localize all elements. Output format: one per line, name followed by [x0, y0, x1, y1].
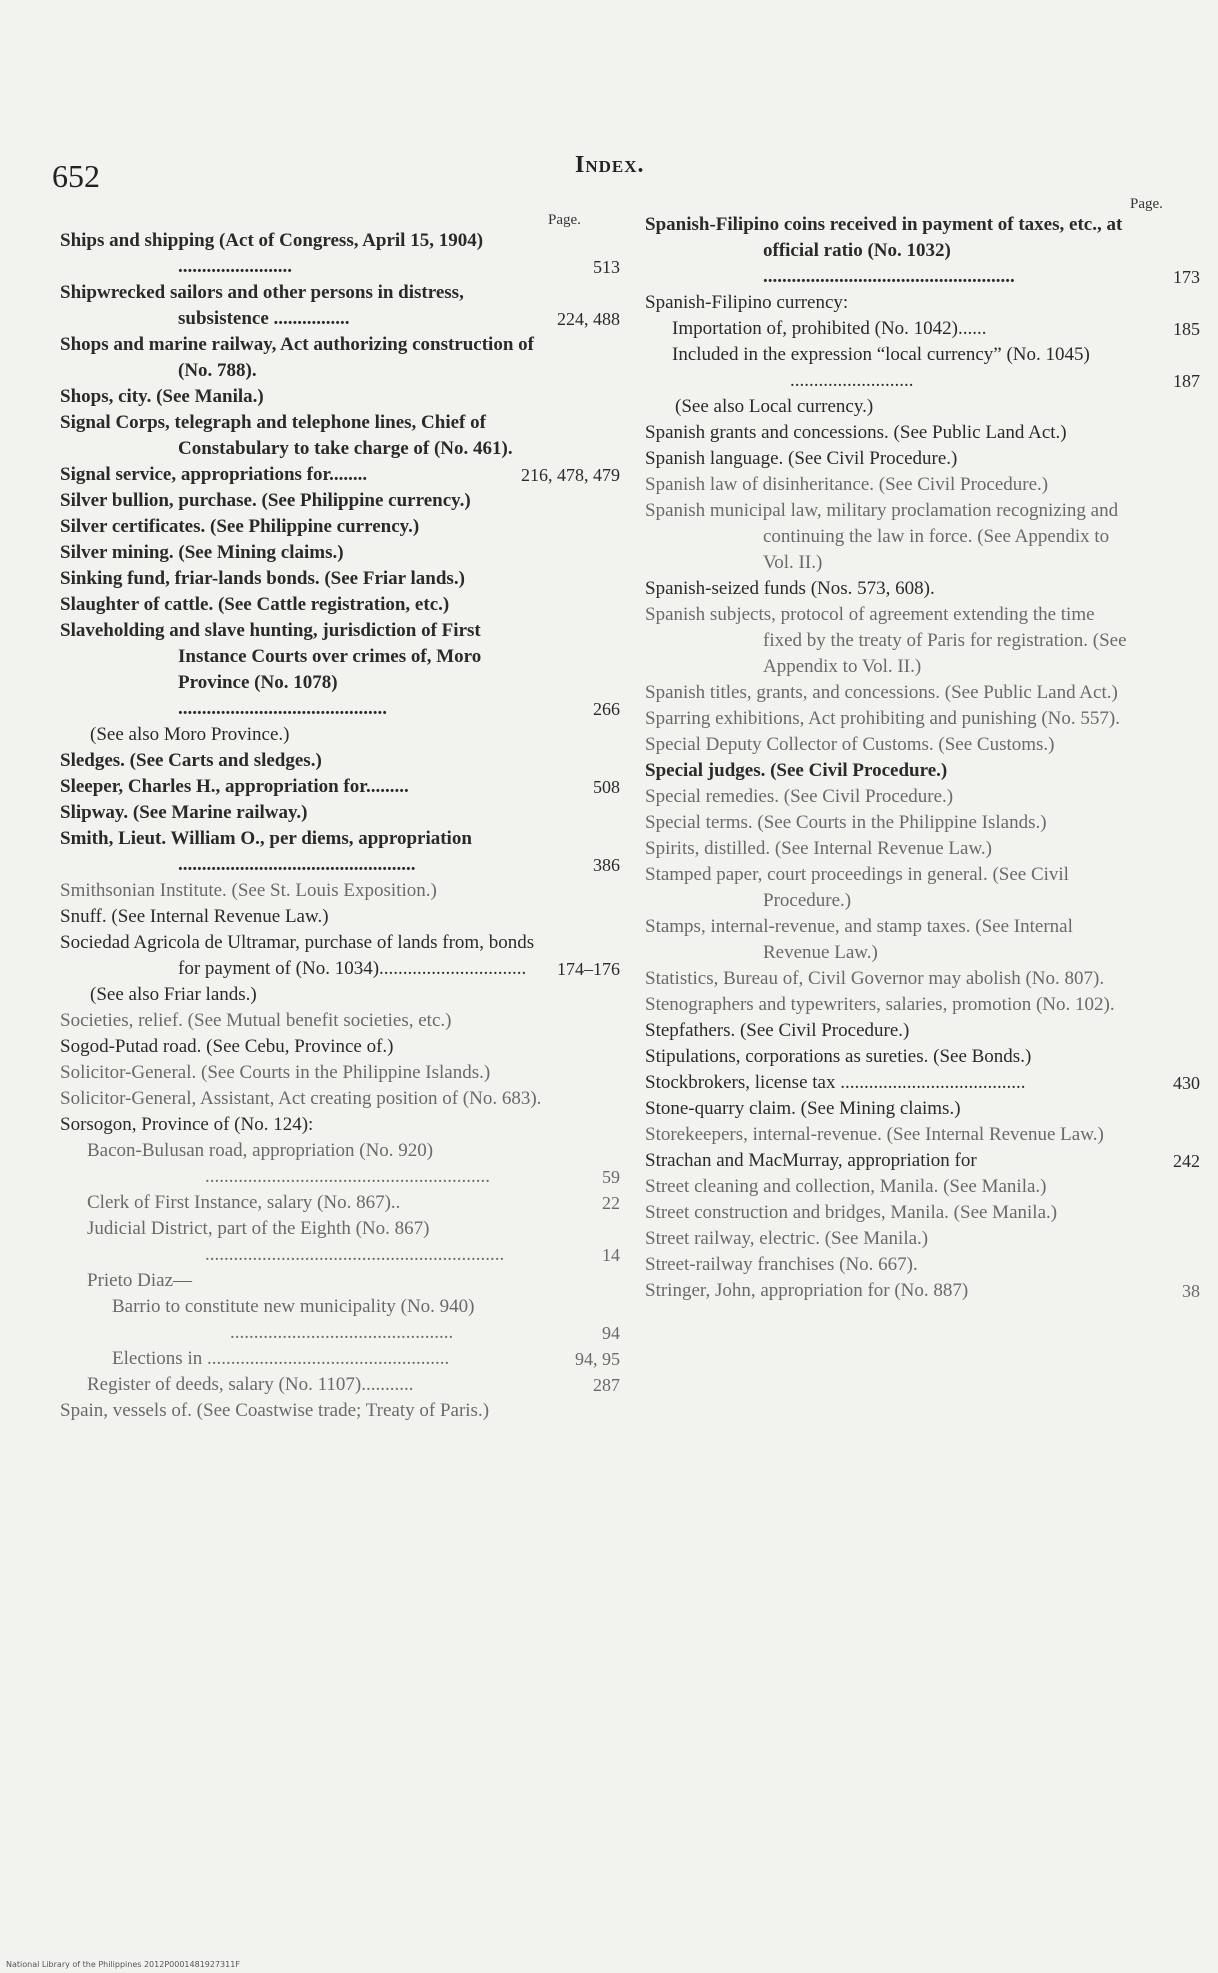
index-entry-text: Ships and shipping (Act of Congress, April 15, 1904) ........................: [60, 230, 484, 277]
index-entry-text: Special remedies. (See Civil Procedure.): [645, 786, 954, 807]
index-entry-text: Importation of, prohibited (No. 1042)......: [672, 318, 987, 339]
index-entry-text: Spanish-Filipino coins received in payment of taxes, etc., at official ratio (No. 1032) .....................................................: [645, 214, 1123, 287]
index-entry-text: Sparring exhibitions, Act prohibiting and punishing (No. 557).: [645, 708, 1120, 729]
index-entry: [645, 212, 1200, 290]
index-entry-text: Spanish titles, grants, and concessions. (See Public Land Act.): [645, 682, 1118, 703]
index-entry-text: Street cleaning and collection, Manila. (See Manila.): [645, 1176, 1047, 1197]
index-entry-text: Elections in ...................................................: [112, 1348, 450, 1369]
index-entry-text: (See also Local currency.): [675, 396, 874, 417]
index-entry: [645, 862, 1200, 914]
index-entry-text: Shops, city. (See Manila.): [60, 386, 264, 407]
left-index-column: [60, 228, 620, 1424]
index-entry-text: Societies, relief. (See Mutual benefit societies, etc.): [60, 1010, 452, 1031]
index-entry: [645, 680, 1200, 706]
index-entry: [645, 966, 1200, 992]
index-entry: [645, 498, 1200, 576]
index-entry-text: Sociedad Agricola de Ultramar, purchase of lands from, bonds for payment of (No. 1034)...............................: [60, 932, 535, 979]
index-entry-page: 185: [1173, 319, 1200, 339]
index-entry: [645, 446, 1200, 472]
index-entry-text: Statistics, Bureau of, Civil Governor may abolish (No. 807).: [645, 968, 1105, 989]
index-entry: [645, 316, 1200, 342]
index-entry: [60, 1372, 620, 1398]
index-entry-page: 174–176: [557, 959, 620, 979]
index-entry: [60, 488, 620, 514]
index-entry-page: 224, 488: [557, 309, 620, 329]
index-entry: [645, 992, 1200, 1018]
index-entry-text: Smith, Lieut. William O., per diems, appropriation ..................................................: [60, 828, 472, 875]
index-entry: [60, 384, 620, 410]
index-entry: [645, 290, 1200, 316]
index-entry-text: Signal service, appropriations for........: [60, 464, 368, 485]
index-entry-page: 266: [593, 699, 620, 719]
index-entry-text: Silver mining. (See Mining claims.): [60, 542, 344, 563]
index-entry-text: Special Deputy Collector of Customs. (See Customs.): [645, 734, 1055, 755]
index-entry: [645, 784, 1200, 810]
index-entry-text: Spain, vessels of. (See Coastwise trade; Treaty of Paris.): [60, 1400, 490, 1421]
index-entry-text: Silver bullion, purchase. (See Philippine currency.): [60, 490, 471, 511]
index-entry-text: Silver certificates. (See Philippine currency.): [60, 516, 420, 537]
index-entry: [645, 1122, 1200, 1148]
index-entry: [60, 1190, 620, 1216]
index-entry: [60, 800, 620, 826]
index-entry-text: Strachan and MacMurray, appropriation for: [645, 1150, 977, 1171]
index-entry-text: Included in the expression “local currency” (No. 1045) ..........................: [672, 344, 1090, 391]
index-entry-text: Spanish law of disinheritance. (See Civil Procedure.): [645, 474, 1049, 495]
index-entry: [645, 1226, 1200, 1252]
right-page-column-label: Page.: [1130, 196, 1163, 212]
index-entry-page: 508: [593, 777, 620, 797]
index-entry: [645, 420, 1200, 446]
index-entry: [645, 732, 1200, 758]
page-title: Index.: [575, 152, 645, 178]
index-entry-text: Stipulations, corporations as sureties. (See Bonds.): [645, 1046, 1032, 1067]
index-entry-text: Signal Corps, telegraph and telephone lines, Chief of Constabulary to take charge of (No. 461).: [60, 412, 513, 459]
index-entry: [60, 592, 620, 618]
index-entry-text: Judicial District, part of the Eighth (No. 867) ...............................................................: [87, 1218, 505, 1265]
index-entry: [60, 280, 620, 332]
index-entry: [60, 774, 620, 800]
index-entry-page: 287: [593, 1375, 620, 1395]
index-entry-text: Stamps, internal-revenue, and stamp taxes. (See Internal Revenue Law.): [645, 916, 1073, 963]
index-entry: [60, 1034, 620, 1060]
index-entry: [60, 748, 620, 774]
index-entry-page: 216, 478, 479: [521, 465, 620, 485]
index-entry-page: 187: [1173, 371, 1200, 391]
index-entry-text: Stockbrokers, license tax .......................................: [645, 1072, 1026, 1093]
index-entry: [60, 1008, 620, 1034]
index-entry-text: Stenographers and typewriters, salaries, promotion (No. 102).: [645, 994, 1115, 1015]
footer-text: National Library of the Philippines 2012P0001481927311F: [6, 1960, 240, 1969]
index-entry-text: Spirits, distilled. (See Internal Revenue Law.): [645, 838, 993, 859]
index-entry-page: 242: [1173, 1151, 1200, 1171]
index-entry-text: Smithsonian Institute. (See St. Louis Exposition.): [60, 880, 437, 901]
index-entry: [645, 342, 1200, 394]
index-entry: [60, 930, 620, 982]
index-entry: [60, 1112, 620, 1138]
index-entry: [60, 462, 620, 488]
index-entry: [60, 878, 620, 904]
index-entry-text: Special terms. (See Courts in the Philippine Islands.): [645, 812, 1047, 833]
index-entry: [60, 1294, 620, 1346]
index-entry-text: Sledges. (See Carts and sledges.): [60, 750, 322, 771]
index-entry: [60, 1086, 620, 1112]
index-entry-text: Sorsogon, Province of (No. 124):: [60, 1114, 314, 1135]
index-entry: [60, 1346, 620, 1372]
index-entry-text: Barrio to constitute new municipality (No. 940) ...............................................: [112, 1296, 475, 1343]
index-entry: [60, 1060, 620, 1086]
index-entry: [645, 1148, 1200, 1174]
index-entry-text: Stepfathers. (See Civil Procedure.): [645, 1020, 910, 1041]
index-entry: [645, 1278, 1200, 1304]
index-entry-text: Register of deeds, salary (No. 1107)...........: [87, 1374, 414, 1395]
index-entry-text: Solicitor-General. (See Courts in the Philippine Islands.): [60, 1062, 491, 1083]
index-entry: [60, 982, 620, 1008]
index-entry-text: Stamped paper, court proceedings in general. (See Civil Procedure.): [645, 864, 1069, 911]
index-entry-page: 94, 95: [575, 1349, 620, 1369]
index-entry: [645, 810, 1200, 836]
index-entry: [60, 1398, 620, 1424]
index-entry-text: Spanish municipal law, military proclamation recognizing and continuing the law in force. (See Appendix to Vol. II.): [645, 500, 1119, 573]
index-entry: [645, 836, 1200, 862]
index-entry-page: 513: [593, 257, 620, 277]
index-entry-text: Slaveholding and slave hunting, jurisdiction of First Instance Courts over crimes of, Moro Province (No. 1078) ............................................: [60, 620, 482, 719]
page-number: 652: [52, 158, 100, 194]
index-entry-text: Stringer, John, appropriation for (No. 887): [645, 1280, 969, 1301]
index-entry: [645, 1018, 1200, 1044]
index-entry: [60, 228, 620, 280]
index-entry-page: 59: [602, 1167, 620, 1187]
index-entry-text: Clerk of First Instance, salary (No. 867)..: [87, 1192, 401, 1213]
right-index-column: [645, 212, 1200, 1304]
index-entry: [645, 758, 1200, 784]
index-entry-page: 14: [602, 1245, 620, 1265]
index-entry: [645, 1252, 1200, 1278]
index-entry-text: Spanish-Filipino currency:: [645, 292, 849, 313]
index-entry-text: Spanish-seized funds (Nos. 573, 608).: [645, 578, 935, 599]
index-entry-text: Slipway. (See Marine railway.): [60, 802, 308, 823]
index-entry-text: Sinking fund, friar-lands bonds. (See Friar lands.): [60, 568, 465, 589]
left-page-column-label: Page.: [548, 212, 581, 228]
index-entry: [60, 514, 620, 540]
index-entry: [60, 1268, 620, 1294]
index-entry-text: Special judges. (See Civil Procedure.): [645, 760, 948, 781]
index-entry: [60, 722, 620, 748]
index-entry-text: Prieto Diaz—: [87, 1270, 193, 1291]
index-entry: [60, 566, 620, 592]
index-entry-text: Spanish language. (See Civil Procedure.): [645, 448, 958, 469]
index-entry-text: Solicitor-General, Assistant, Act creating position of (No. 683).: [60, 1088, 542, 1109]
index-entry-text: Street railway, electric. (See Manila.): [645, 1228, 929, 1249]
index-entry: [645, 576, 1200, 602]
index-entry: [645, 706, 1200, 732]
index-entry: [60, 1216, 620, 1268]
index-entry-text: Street-railway franchises (No. 667).: [645, 1254, 918, 1275]
index-entry-text: (See also Friar lands.): [90, 984, 257, 1005]
index-entry-text: Sogod-Putad road. (See Cebu, Province of.): [60, 1036, 394, 1057]
index-entry-page: 173: [1173, 267, 1200, 287]
index-entry: [60, 332, 620, 384]
index-entry: [60, 904, 620, 930]
index-entry: [645, 394, 1200, 420]
index-entry: [645, 472, 1200, 498]
index-entry: [60, 826, 620, 878]
index-entry: [645, 1070, 1200, 1096]
index-entry-text: Sleeper, Charles H., appropriation for.........: [60, 776, 409, 797]
index-entry: [60, 1138, 620, 1190]
index-entry-text: Shops and marine railway, Act authorizing construction of (No. 788).: [60, 334, 534, 381]
index-entry: [645, 1174, 1200, 1200]
index-entry-page: 430: [1173, 1073, 1200, 1093]
index-entry: [645, 1044, 1200, 1070]
index-entry-page: 94: [602, 1323, 620, 1343]
index-entry: [645, 914, 1200, 966]
index-entry: [60, 540, 620, 566]
index-entry-text: Storekeepers, internal-revenue. (See Internal Revenue Law.): [645, 1124, 1104, 1145]
index-entry-text: Bacon-Bulusan road, appropriation (No. 920) ............................................................: [87, 1140, 490, 1187]
index-entry-page: 386: [593, 855, 620, 875]
index-entry-text: Slaughter of cattle. (See Cattle registration, etc.): [60, 594, 450, 615]
index-entry-text: Spanish grants and concessions. (See Public Land Act.): [645, 422, 1067, 443]
index-entry-page: 22: [602, 1193, 620, 1213]
index-entry-text: Stone-quarry claim. (See Mining claims.): [645, 1098, 961, 1119]
index-entry: [645, 602, 1200, 680]
index-entry-text: Snuff. (See Internal Revenue Law.): [60, 906, 329, 927]
index-entry-text: (See also Moro Province.): [90, 724, 290, 745]
index-entry: [60, 618, 620, 722]
index-entry-text: Shipwrecked sailors and other persons in distress, subsistence ................: [60, 282, 464, 329]
index-entry-text: Street construction and bridges, Manila. (See Manila.): [645, 1202, 1058, 1223]
index-entry-page: 38: [1182, 1281, 1200, 1301]
index-entry: [60, 410, 620, 462]
index-entry-text: Spanish subjects, protocol of agreement extending the time fixed by the treaty of Paris for registration. (See Appendix to Vol. II.): [645, 604, 1127, 677]
index-entry: [645, 1096, 1200, 1122]
index-entry: [645, 1200, 1200, 1226]
